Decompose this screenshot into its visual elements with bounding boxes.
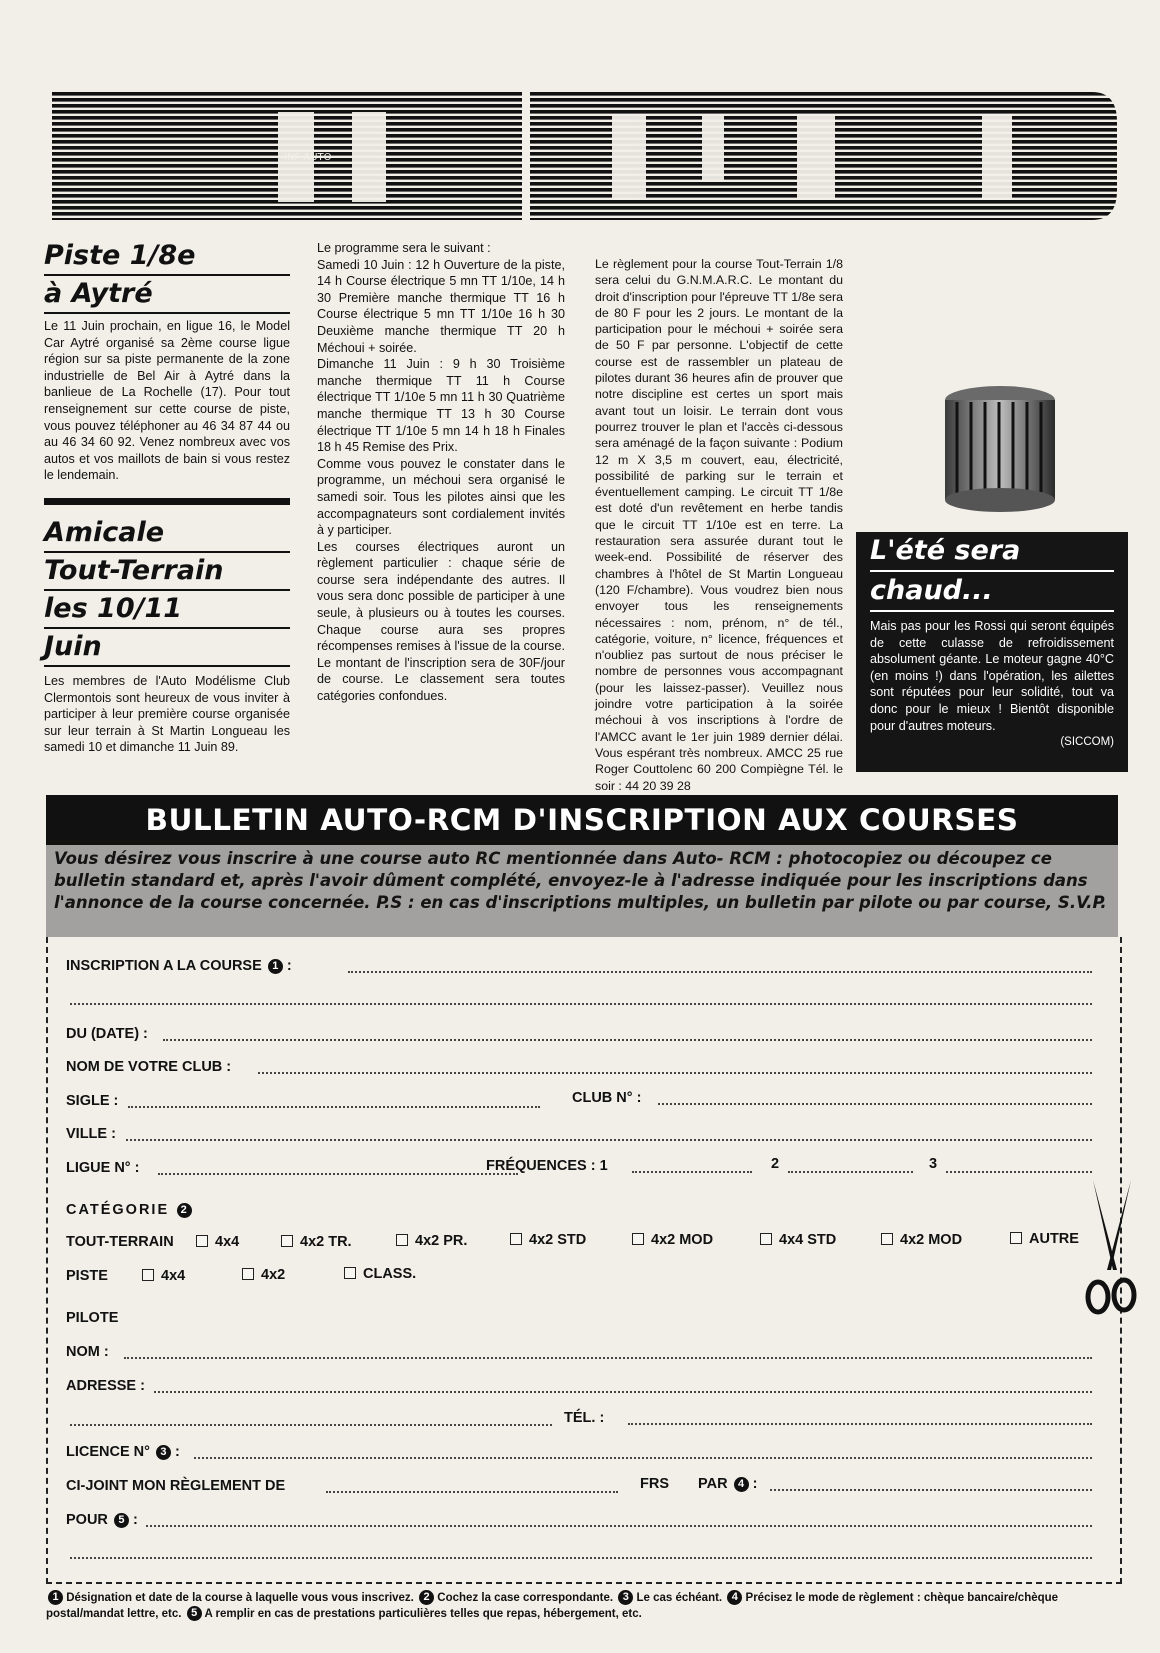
amicale-body: Les membres de l'Auto Modélisme Club Clermontois sont heureux de vous inviter à participer à leur première course organisée sur leur terrain à St Martin Longueau les samedi 10 et dimanche 11 Juin 89. — [44, 673, 290, 755]
masthead-logo — [52, 92, 1117, 220]
amicale-heading-line4: Juin — [44, 629, 290, 667]
checkbox[interactable] — [1010, 1232, 1022, 1244]
piste-body: Le 11 Juin prochain, en ligue 16, le Model Car Aytré organisé sa 2ème course ligue région sur sa piste permanente de la zone industrielle de Bel Air à Aytré dans la banlieue de La Rochelle (17). Pour tout renseignement sur cette course de piste, vous pouvez téléphoner au 46 34 87 44 ou au 46 34 60 92. Venez nombreux avec vos autos et vos maillots de bain si vous restez le lendemain. — [44, 319, 290, 483]
checkbox[interactable] — [396, 1234, 408, 1246]
name-label: NOM : — [66, 1344, 109, 1360]
tt-option-4x2-pr[interactable]: 4x2 PR. — [396, 1232, 467, 1250]
city-label: VILLE : — [66, 1126, 116, 1142]
amicale-heading-line2: Tout-Terrain — [44, 553, 290, 591]
section-divider — [44, 498, 290, 505]
tt-option-4x2-mod[interactable]: 4x2 MOD — [632, 1231, 713, 1249]
sigle-input[interactable] — [128, 1106, 540, 1108]
promo-signature: (SICCOM) — [1060, 736, 1114, 749]
bulletin-title: BULLETIN AUTO-RCM D'INSCRIPTION AUX COURSES — [46, 795, 1118, 845]
piste-option-4x4[interactable]: 4x4 — [142, 1267, 185, 1285]
pilot-label: PILOTE — [66, 1310, 119, 1326]
amicale-heading-line3: les 10/11 — [44, 591, 290, 629]
category-label: CATÉGORIE 2 — [66, 1201, 192, 1219]
tt-option-4x2-std[interactable]: 4x2 STD — [510, 1231, 586, 1249]
purpose-label: POUR 5 : — [66, 1512, 138, 1528]
note-4-icon: 4 — [734, 1477, 749, 1492]
footnote-3-text: Le cas échéant. — [636, 1592, 723, 1604]
amicale-tt-rules: Le règlement pour la course Tout-Terrain 1/8 sera celui du G.N.M.A.R.C. Le montant du droit d'inscription pour l'épreuve TT 1/8e sera de 80 F pour les 2 jours. Le montant de la participation pour le méchoui + soirée sera de 50 F par personne. L'objectif de cette course est de rassembler un plateau de pilotes durant 36 heures afin de prouver que notre discipline est certes un sport mais avant tout un loisir. Le terrain dont vous pourrez trouver le plan et l'accès ci-dessous sera aménagé de la façon suivante : Podium 12 m X 3,5 m couvert, eau, électricité, possibilité de parking sur le terrain et éventuellement camping. Le circuit TT 1/8e est doté d'un revêtement en herbe tandis que le circuit TT 1/10e est en terre. La restauration sera assurée durant tout le week-end. Possibilité de réserver des chambres à l'hôtel de St Martin Longueau (120 F/chambre). Vous voudrez bien nous envoyer tous les renseignements nécessaires : nom, prénom, n° de tél., catégorie, voiture, n° licence, fréquences et n'oubliez pas surtout de nous préciser le nombre de personnes vous accompagnant (pour les laissez-passer). Veuillez nous joindre votre participation à la soirée méchoui à vos inscriptions à l'ordre de l'AMCC avant le 1er juin 1989 dernier délai. Vous espérant très nombreux. AMCC 25 rue Roger Couttolenc 60 200 Compiègne Tél. le soir : 44 20 39 28 — [595, 257, 843, 793]
footnote-5-text: A remplir en cas de prestations particulières telles que repas, hébergement, etc. — [204, 1608, 642, 1620]
promo-heading-line1: L'été sera — [870, 532, 1114, 572]
registration-form — [46, 937, 1122, 1584]
purpose-input[interactable] — [146, 1525, 1092, 1527]
date-input[interactable] — [163, 1039, 1092, 1041]
piste-heading-line2: à Aytré — [44, 276, 290, 314]
footnote-4-icon: 4 — [727, 1590, 742, 1605]
date-label: DU (DATE) : — [66, 1026, 148, 1042]
note-1-icon: 1 — [268, 959, 283, 974]
tt-option-4x2-tr[interactable]: 4x2 TR. — [281, 1233, 352, 1251]
footnote-3-icon: 3 — [618, 1590, 633, 1605]
note-3-icon: 3 — [156, 1445, 171, 1460]
tt-option-autre[interactable]: AUTRE — [1010, 1230, 1079, 1248]
address-input[interactable] — [154, 1391, 1092, 1393]
payment-amount-input[interactable] — [326, 1491, 618, 1493]
city-input[interactable] — [126, 1139, 1092, 1141]
bulletin-intro: Vous désirez vous inscrire à une course auto RC mentionnée dans Auto- RCM : photocopiez ou découpez ce bulletin standard et, après l'avoir dûment complété, envoyez-le à l'adresse indiquée pour les inscriptions dans l'annonce de la course concernée. P.S : en cas d'inscriptions multiples, un bulletin par pilote ou par course, S.V.P. — [46, 845, 1118, 937]
footnote-2-text: Cochez la case correspondante. — [437, 1592, 614, 1604]
footnotes — [46, 1590, 1118, 1622]
frequency-1-input[interactable] — [632, 1171, 752, 1173]
amicale-program-saturday: Samedi 10 Juin : 12 h Ouverture de la piste, 14 h Course électrique 5 mn TT 1/10e, 14 h 30 Première manche thermique TT 16 h Course électrique 5 mn TT 1/10e 16 h 30 Deuxième manche thermique TT 20 h Méchoui + soirée. — [317, 257, 565, 355]
club-number-input[interactable] — [658, 1103, 1092, 1105]
checkbox[interactable] — [142, 1269, 154, 1281]
licence-label: LICENCE N° 3 : — [66, 1444, 180, 1460]
checkbox[interactable] — [632, 1233, 644, 1245]
promo-box — [856, 532, 1128, 772]
name-input[interactable] — [124, 1357, 1092, 1359]
sigle-label: SIGLE : — [66, 1093, 119, 1109]
promo-heading-line2: chaud... — [870, 572, 1114, 612]
piste-heading-line1: Piste 1/8e — [44, 238, 290, 276]
club-name-label: NOM DE VOTRE CLUB : — [66, 1059, 232, 1075]
footnote-5-icon: 5 — [187, 1606, 202, 1621]
phone-input[interactable] — [628, 1423, 1092, 1425]
amicale-mechoui: Comme vous pouvez le constater dans le programme, un méchoui sera organisé le samedi soir. Tous les pilotes ainsi que les accompagnateurs sont cordialement invités à y participer. — [317, 456, 565, 538]
payment-label: CI-JOINT MON RÈGLEMENT DE — [66, 1478, 286, 1494]
checkbox[interactable] — [510, 1233, 522, 1245]
checkbox[interactable] — [242, 1268, 254, 1280]
amicale-heading-line1: Amicale — [44, 515, 290, 553]
frequency-2-input[interactable] — [788, 1171, 913, 1173]
amicale-program-sunday: Dimanche 11 Juin : 9 h 30 Troisième manche thermique TT 11 h Course électrique TT 1/10e 5 mn 11 h 30 Quatrième manche thermique TT 13 h 30 Course électrique TT 1/10e 5 mn 14 h 18 h Finales 18 h 45 Remise des Prix. — [317, 357, 565, 455]
piste-option-4x2[interactable]: 4x2 — [242, 1266, 285, 1284]
address-input-line2[interactable] — [70, 1424, 552, 1426]
address-label: ADRESSE : — [66, 1378, 145, 1394]
frequency-3-input[interactable] — [946, 1171, 1092, 1173]
footnote-2-icon: 2 — [419, 1590, 434, 1605]
frequency-2-label: 2 — [771, 1156, 780, 1172]
frequency-3-label: 3 — [929, 1156, 938, 1172]
inscription-label: INSCRIPTION A LA COURSE 1 : — [66, 958, 292, 974]
licence-input[interactable] — [194, 1457, 1092, 1459]
scissors-icon — [1083, 1175, 1138, 1320]
purpose-input-line2[interactable] — [70, 1557, 1092, 1559]
checkbox[interactable] — [281, 1235, 293, 1247]
payment-method-label: PAR 4 : — [698, 1476, 758, 1492]
masthead-title: INF AUTO — [284, 152, 332, 163]
frequencies-label: FRÉQUENCES : 1 — [486, 1158, 608, 1174]
piste-option-class[interactable]: CLASS. — [344, 1265, 416, 1283]
club-name-input[interactable] — [258, 1072, 1092, 1074]
checkbox[interactable] — [344, 1267, 356, 1279]
footnote-1-text: Désignation et date de la course à laquelle vous vous inscrivez. — [66, 1592, 414, 1604]
note-2-icon: 2 — [177, 1203, 192, 1218]
tt-option-4x2-mod-2[interactable]: 4x2 MOD — [881, 1231, 962, 1249]
currency-label: FRS — [640, 1476, 669, 1492]
phone-label: TÉL. : — [564, 1410, 605, 1426]
league-label: LIGUE N° : — [66, 1160, 140, 1176]
promo-body: Mais pas pour les Rossi qui seront équipés de cette culasse de refroidissement absolument géante. Le moteur gagne 40°C (en moins !) dans l'opération, les ailettes sont réputées pour leur solidité, tout va donc pour le mieux ! Bientôt disponible pour d'autres moteurs. — [870, 619, 1114, 733]
inscription-input[interactable] — [348, 971, 1092, 973]
footnote-4-text: Précisez le mode de règlement : chèque bancaire/chèque postal/mandat lettre, etc. — [46, 1592, 1059, 1620]
tout-terrain-label: TOUT-TERRAIN — [66, 1234, 174, 1250]
amicale-electric-rules: Les courses électriques auront un règlement particulier : chaque série de course sera indépendante des autres. Il vous sera donc possible de participer à une seule, à plusieurs ou à toutes les courses. Chaque course aura ses propres récompenses remises à l'issue de la course. Le montant de l'inscription sera de 30F/jour de course. Le classement sera toutes catégories confondues. — [317, 539, 565, 704]
payment-method-input[interactable] — [770, 1489, 1092, 1491]
club-number-label: CLUB N° : — [572, 1090, 642, 1106]
cylinder-head-image — [935, 380, 1065, 520]
amicale-program-intro: Le programme sera le suivant : — [317, 241, 491, 255]
league-input[interactable] — [158, 1173, 518, 1175]
footnote-1-icon: 1 — [48, 1590, 63, 1605]
checkbox[interactable] — [196, 1235, 208, 1247]
tt-option-4x4[interactable]: 4x4 — [196, 1233, 239, 1251]
tt-option-4x4-std[interactable]: 4x4 STD — [760, 1231, 836, 1249]
checkbox[interactable] — [881, 1233, 893, 1245]
note-5-icon: 5 — [114, 1513, 129, 1528]
inscription-input-line2[interactable] — [70, 1003, 1092, 1005]
checkbox[interactable] — [760, 1233, 772, 1245]
piste-label: PISTE — [66, 1268, 108, 1284]
